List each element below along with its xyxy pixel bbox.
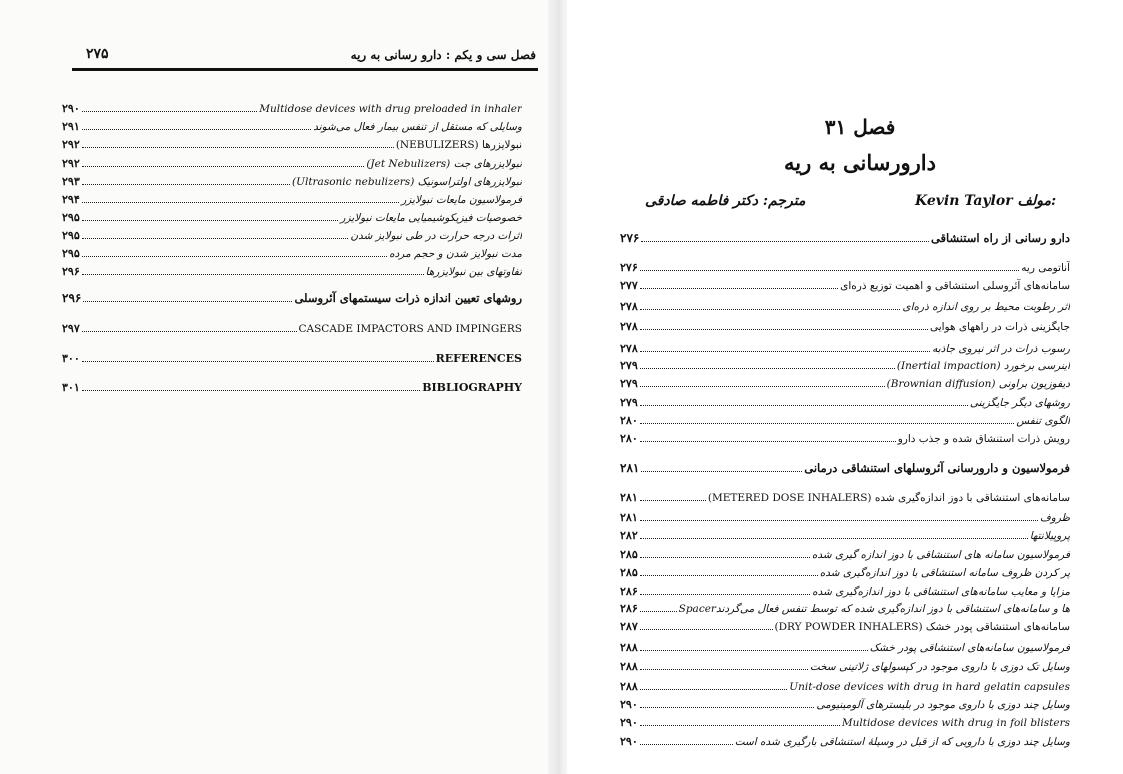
toc-page-number: ۲۸۵	[620, 566, 638, 579]
toc-page-number: ۲۹۶	[62, 265, 80, 278]
toc-page-number: ۳۰۱	[62, 381, 80, 394]
toc-entry-title: تفاوتهای بین نبولایزرها	[425, 266, 522, 278]
dot-leader	[640, 288, 838, 289]
toc-page-number: ۲۹۲	[62, 157, 80, 170]
toc-page-number: ۲۸۸	[620, 641, 638, 654]
toc-entry-title: Multidose devices with drug preloaded in inhaler	[259, 103, 522, 115]
toc-entry	[620, 511, 1070, 524]
toc-page-number: ۲۷۹	[620, 359, 638, 372]
toc-entry	[62, 247, 522, 260]
toc-entry	[62, 102, 522, 115]
toc-page-number: ۲۸۶	[620, 602, 638, 615]
toc-entry	[620, 279, 1070, 292]
toc-entry-title: سامانه‌های استنشاقی پودر خشک (DRY POWDER INHALERS)	[774, 621, 1070, 633]
toc-entry	[62, 322, 522, 335]
toc-entry	[620, 660, 1070, 673]
chapter-title: دارورسانی به ریه	[784, 150, 936, 175]
toc-entry	[62, 175, 522, 188]
toc-page-number: ۲۹۵	[62, 229, 80, 242]
toc-entry	[62, 193, 522, 206]
toc-entry	[62, 120, 522, 133]
toc-entry-title: نبولایزرها (NEBULIZERS)	[395, 139, 522, 151]
toc-page-number: ۲۹۰	[62, 102, 80, 115]
dot-leader	[82, 202, 399, 203]
toc-entry-title: وسایل چند دوزی با داروی موجود در بلیسترهای آلومینیومی	[816, 699, 1070, 711]
toc-entry	[620, 461, 1070, 475]
toc-entry-title: سامانه‌های آئروسلی استنشاقی و اهمیت توزیع ذره‌ای	[840, 280, 1070, 292]
toc-page-number: ۲۸۸	[620, 660, 638, 673]
dot-leader	[82, 238, 349, 239]
dot-leader	[640, 650, 868, 651]
toc-entry-title: فرمولاسیون و دارورسانی آئروسلهای استنشاقی درمانی	[804, 461, 1070, 475]
toc-entry	[620, 716, 1070, 729]
toc-page-number: ۲۹۰	[620, 735, 638, 748]
toc-entry	[620, 548, 1070, 561]
toc-entry	[620, 414, 1070, 427]
toc-entry	[620, 735, 1070, 748]
dot-leader	[82, 331, 297, 332]
toc-entry-title: Unit-dose devices with drug in hard gelatin capsules	[789, 681, 1070, 693]
toc-page-number: ۲۹۵	[62, 247, 80, 260]
dot-leader	[640, 689, 788, 690]
toc-entry-title: وسایل تک دوزی با داروی موجود در کپسولهای ژلاتینی سخت	[809, 661, 1070, 673]
toc-entry-title: نبولایزرهای جت (Jet Nebulizers)	[366, 158, 522, 170]
toc-entry-title: پروپیلانتها	[1029, 530, 1070, 542]
dot-leader	[82, 129, 311, 130]
toc-entry	[620, 261, 1070, 274]
toc-entry	[620, 602, 1070, 615]
dot-leader	[82, 166, 365, 167]
toc-entry	[62, 265, 522, 278]
toc-entry	[620, 491, 1070, 504]
author-line	[915, 193, 1056, 209]
toc-entry-title: اثرات درجه حرارت در طی نبولایز شدن	[350, 230, 522, 242]
toc-entry-title: فرمولاسیون سامانه‌های استنشاقی پودر خشک	[869, 642, 1070, 654]
toc-page-number: ۲۹۰	[620, 698, 638, 711]
toc-entry-title: REFERENCES	[435, 352, 522, 365]
toc-page-number: ۲۷۷	[620, 279, 638, 292]
dot-leader	[640, 405, 968, 406]
dot-leader	[640, 351, 930, 352]
page-number: ۲۷۵	[86, 46, 109, 62]
toc-entry-title: آناتومی ریه	[1021, 262, 1070, 274]
toc-page-number: ۲۹۷	[62, 322, 80, 335]
translator-line	[645, 193, 806, 209]
toc-page-number: ۲۸۶	[620, 585, 638, 598]
author-name: Kevin Taylor	[915, 193, 1013, 209]
toc-entry	[620, 680, 1070, 693]
toc-entry-title: رسوب ذرات در اثر نیروی جاذبه	[932, 343, 1070, 355]
toc-page-number: ۲۷۹	[620, 377, 638, 390]
toc-page-number: ۲۹۵	[62, 211, 80, 224]
dot-leader	[82, 274, 424, 275]
toc-entry-title: فرمولاسیون سامانه های استنشاقی با دوز اندازه گیری شده	[811, 549, 1070, 561]
toc-page-number: ۲۹۰	[620, 716, 638, 729]
dot-leader	[640, 500, 706, 501]
author-label: مولف:	[1017, 193, 1057, 209]
toc-entry-title: روشهای دیگر جایگزینی	[969, 397, 1070, 409]
toc-entry-title: اثر رطوبت محیط بر روی اندازه ذره‌ای	[902, 301, 1070, 313]
toc-entry	[620, 620, 1070, 633]
toc-entry-title: خصوصیات فیزیکوشیمیایی مایعات نبولایزر	[340, 212, 522, 224]
toc-entry-title: نبولایزرهای اولتراسونیک (Ultrasonic nebulizers)	[292, 176, 522, 188]
dot-leader	[82, 256, 387, 257]
toc-entry	[62, 138, 522, 151]
dot-leader	[640, 707, 815, 708]
toc-entry	[620, 377, 1070, 390]
toc-page-number: ۲۹۲	[62, 138, 80, 151]
dot-leader	[641, 241, 929, 242]
dot-leader	[82, 220, 339, 221]
translator-label: مترجم:	[762, 193, 806, 209]
toc-entry-title: روشهای تعیین اندازه ذرات سیستمهای آئروسلی	[294, 291, 522, 305]
toc-entry	[620, 641, 1070, 654]
toc-entry-title: BIBLIOGRAPHY	[422, 381, 522, 394]
toc-page-number: ۲۷۸	[620, 300, 638, 313]
toc-entry	[62, 211, 522, 224]
toc-entry	[620, 396, 1070, 409]
dot-leader	[82, 361, 434, 362]
toc-page-number: ۲۷۸	[620, 342, 638, 355]
dot-leader	[640, 441, 896, 442]
toc-entry	[620, 300, 1070, 313]
toc-entry	[62, 229, 522, 242]
chapter-number: فصل ۳۱	[824, 115, 896, 139]
dot-leader	[640, 309, 901, 310]
toc-entry	[620, 432, 1070, 445]
dot-leader	[640, 594, 810, 595]
toc-page-number: ۲۸۸	[620, 680, 638, 693]
toc-entry-title: سامانه‌های استنشاقی با دوز اندازه‌گیری شده (METERED DOSE INHALERS)	[707, 492, 1070, 504]
dot-leader	[82, 147, 394, 148]
dot-leader	[640, 629, 773, 630]
toc-entry-title: الگوی تنفس	[1016, 415, 1070, 427]
toc-entry-title: اینرسی برخورد (Inertial impaction)	[896, 360, 1070, 372]
toc-entry-title: رویش ذرات استنشاق شده و جذب دارو	[897, 433, 1070, 445]
toc-entry	[62, 291, 522, 305]
toc-entry	[62, 352, 522, 365]
dot-leader	[641, 471, 802, 472]
translator-name: دکتر فاطمه صادقی	[645, 193, 759, 209]
toc-entry-title: دیفوزیون براونی (Brownian diffusion)	[886, 378, 1070, 390]
toc-page-number: ۳۰۰	[62, 352, 80, 365]
toc-entry-title: جایگزینی ذرات در راههای هوایی	[929, 321, 1070, 333]
dot-leader	[82, 390, 420, 391]
toc-page-number: ۲۷۶	[620, 231, 640, 245]
toc-page-number: ۲۹۶	[62, 291, 82, 305]
toc-page-number: ۲۷۶	[620, 261, 638, 274]
dot-leader	[640, 520, 1038, 521]
dot-leader	[640, 557, 810, 558]
dot-leader	[640, 368, 895, 369]
toc-entry	[62, 157, 522, 170]
toc-page-number: ۲۷۹	[620, 396, 638, 409]
toc-entry-title: وسایل چند دوزی با دارویی که از قبل در وسیلهٔ استنشاقی بارگیری شده است	[734, 736, 1070, 748]
dot-leader	[640, 386, 885, 387]
toc-page-number: ۲۸۱	[620, 491, 638, 504]
toc-page-number: ۲۸۲	[620, 529, 638, 542]
toc-entry-title: فرمولاسیون مایعات نبولایزر	[401, 194, 522, 206]
toc-entry	[62, 381, 522, 394]
page-header	[72, 46, 538, 71]
dot-leader	[640, 611, 677, 612]
dot-leader	[82, 111, 257, 112]
toc-entry	[620, 566, 1070, 579]
toc-entry	[620, 359, 1070, 372]
toc-entry	[620, 320, 1070, 333]
running-title: فصل سی و یکم : دارو رسانی به ریه	[350, 48, 536, 62]
dot-leader	[640, 329, 928, 330]
toc-page-number: ۲۷۸	[620, 320, 638, 333]
toc-entry-title: CASCADE IMPACTORS AND IMPINGERS	[298, 323, 522, 335]
toc-entry	[620, 231, 1070, 245]
toc-page-number: ۲۸۱	[620, 511, 638, 524]
dot-leader	[640, 575, 818, 576]
toc-page-number: ۲۸۰	[620, 432, 638, 445]
toc-entry-title: وسایلی که مستقل از تنفس بیمار فعال می‌شوند	[313, 121, 522, 133]
toc-page-number: ۲۹۳	[62, 175, 80, 188]
toc-entry	[620, 585, 1070, 598]
toc-page-number: ۲۹۴	[62, 193, 80, 206]
dot-leader	[640, 270, 1020, 271]
toc-entry	[620, 698, 1070, 711]
dot-leader	[640, 669, 808, 670]
toc-page-number: ۲۹۱	[62, 120, 80, 133]
dot-leader	[82, 184, 290, 185]
toc-page-number: ۲۸۰	[620, 414, 638, 427]
toc-entry	[620, 342, 1070, 355]
left-page	[0, 0, 556, 774]
toc-entry-title: پر کردن ظروف سامانه استنشاقی با دوز اندازه‌گیری شده	[819, 567, 1070, 579]
toc-entry-title: مزایا و معایب سامانه‌های استنشاقی با دوز اندازه‌گیری شده	[812, 586, 1070, 598]
toc-page-number: ۲۸۵	[620, 548, 638, 561]
dot-leader	[640, 423, 1015, 424]
toc-entry-title: دارو رسانی از راه استنشاقی	[930, 231, 1070, 245]
dot-leader	[640, 744, 733, 745]
toc-entry	[620, 529, 1070, 542]
dot-leader	[640, 538, 1028, 539]
toc-page-number: ۲۸۷	[620, 620, 638, 633]
toc-entry-title: Multidose devices with drug in foil blisters	[841, 717, 1070, 729]
toc-entry-title: مدت نبولایز شدن و حجم مرده	[389, 248, 522, 260]
dot-leader	[83, 301, 292, 302]
toc-entry-title: ظروف	[1039, 512, 1070, 524]
dot-leader	[640, 725, 840, 726]
toc-page-number: ۲۸۱	[620, 461, 640, 475]
toc-entry-title: Spacerها و سامانه‌های استنشاقی با دوز اندازه‌گیری شده که توسط تنفس فعال می‌گردند	[678, 603, 1070, 615]
